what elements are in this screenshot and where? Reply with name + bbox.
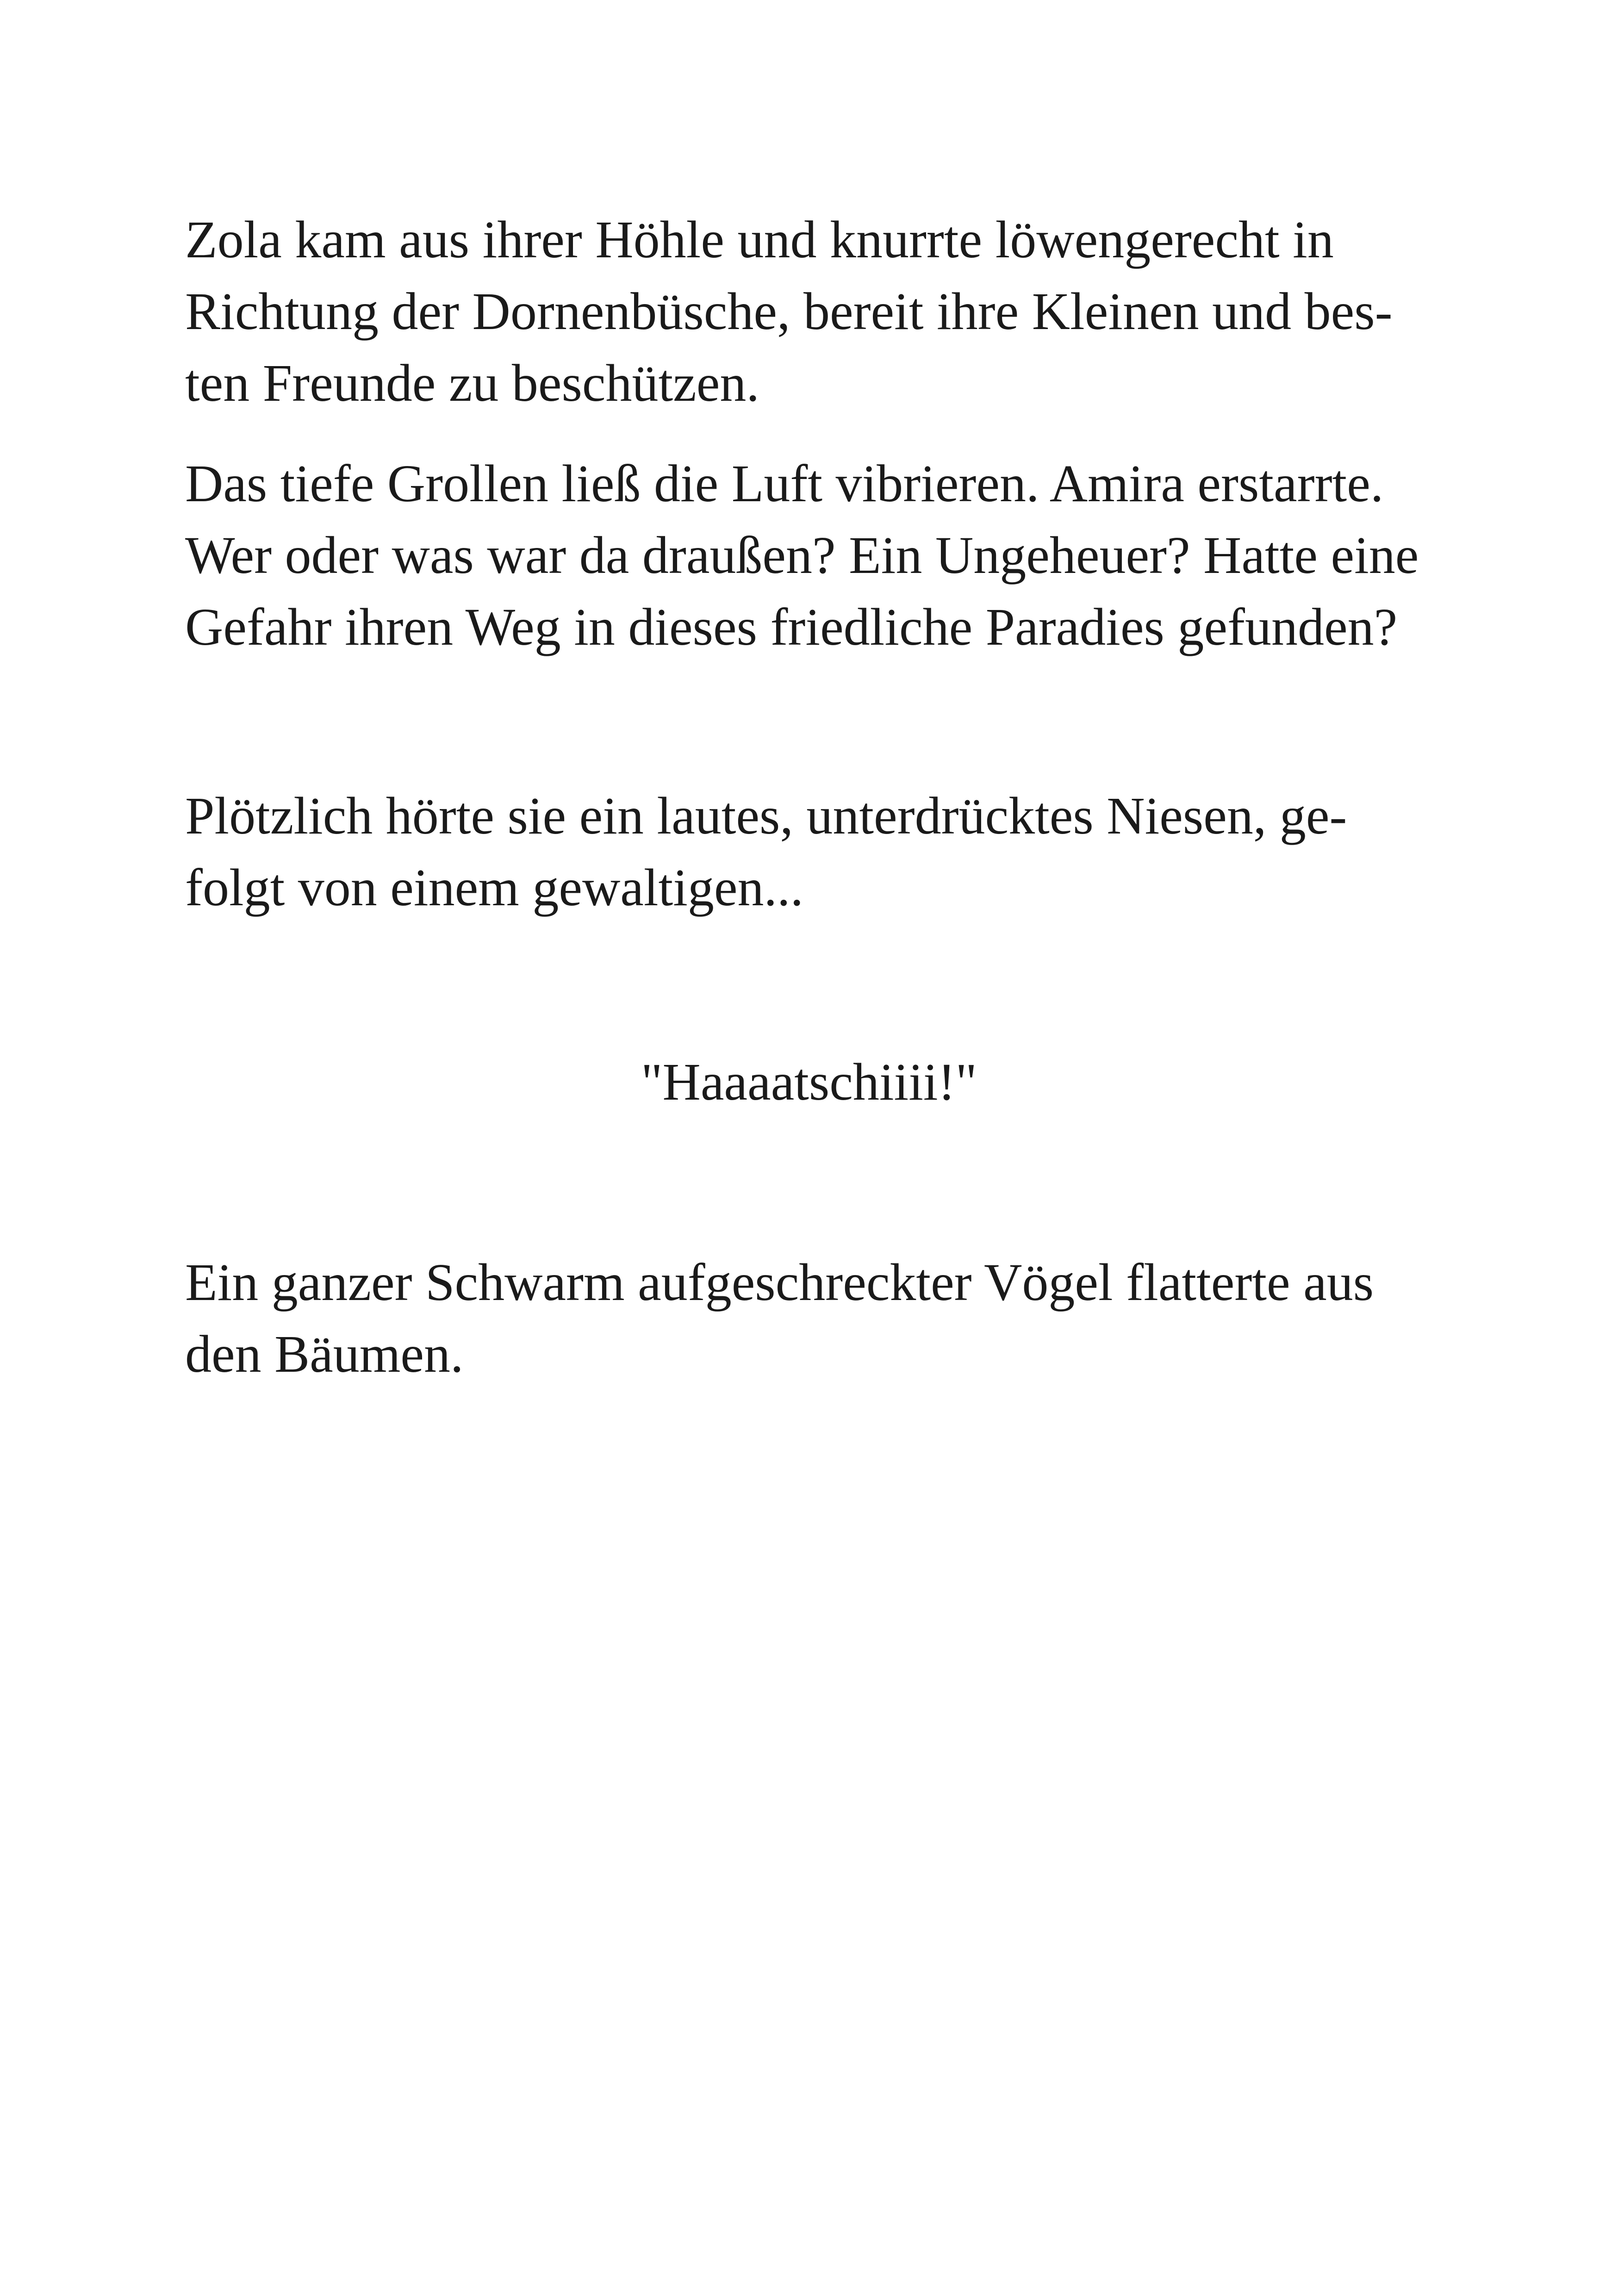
paragraph-zola-knurrt <box>185 204 1462 419</box>
paragraph-vogelschwarm <box>185 1246 1462 1390</box>
text-line: "Haaaatschiiii!" <box>641 1052 977 1111</box>
paragraph-tiefes-grollen <box>185 448 1462 663</box>
text-line: Plötzlich hörte sie ein lautes, unterdrücktes Niesen, ge- <box>185 786 1347 845</box>
text-line: Wer oder was war da draußen? Ein Ungeheuer? Hatte eine <box>185 526 1419 585</box>
text-line: Das tiefe Grollen ließ die Luft vibrieren. Amira erstarrte. <box>185 454 1384 513</box>
text-line: folgt von einem gewaltigen... <box>185 858 803 917</box>
text-line: Ein ganzer Schwarm aufgeschreckter Vögel flatterte aus <box>185 1253 1374 1312</box>
text-line: Zola kam aus ihrer Höhle und knurrte löwengerecht in <box>185 210 1334 269</box>
paragraph-niesen <box>185 780 1462 923</box>
text-line: Gefahr ihren Weg in dieses friedliche Paradies gefunden? <box>185 597 1398 656</box>
paragraph-haaaatschiiii-centered <box>0 1046 1618 1118</box>
text-line: den Bäumen. <box>185 1325 464 1383</box>
text-line: Richtung der Dornenbüsche, bereit ihre Kleinen und bes- <box>185 282 1393 341</box>
text-line: ten Freunde zu beschützen. <box>185 354 759 412</box>
